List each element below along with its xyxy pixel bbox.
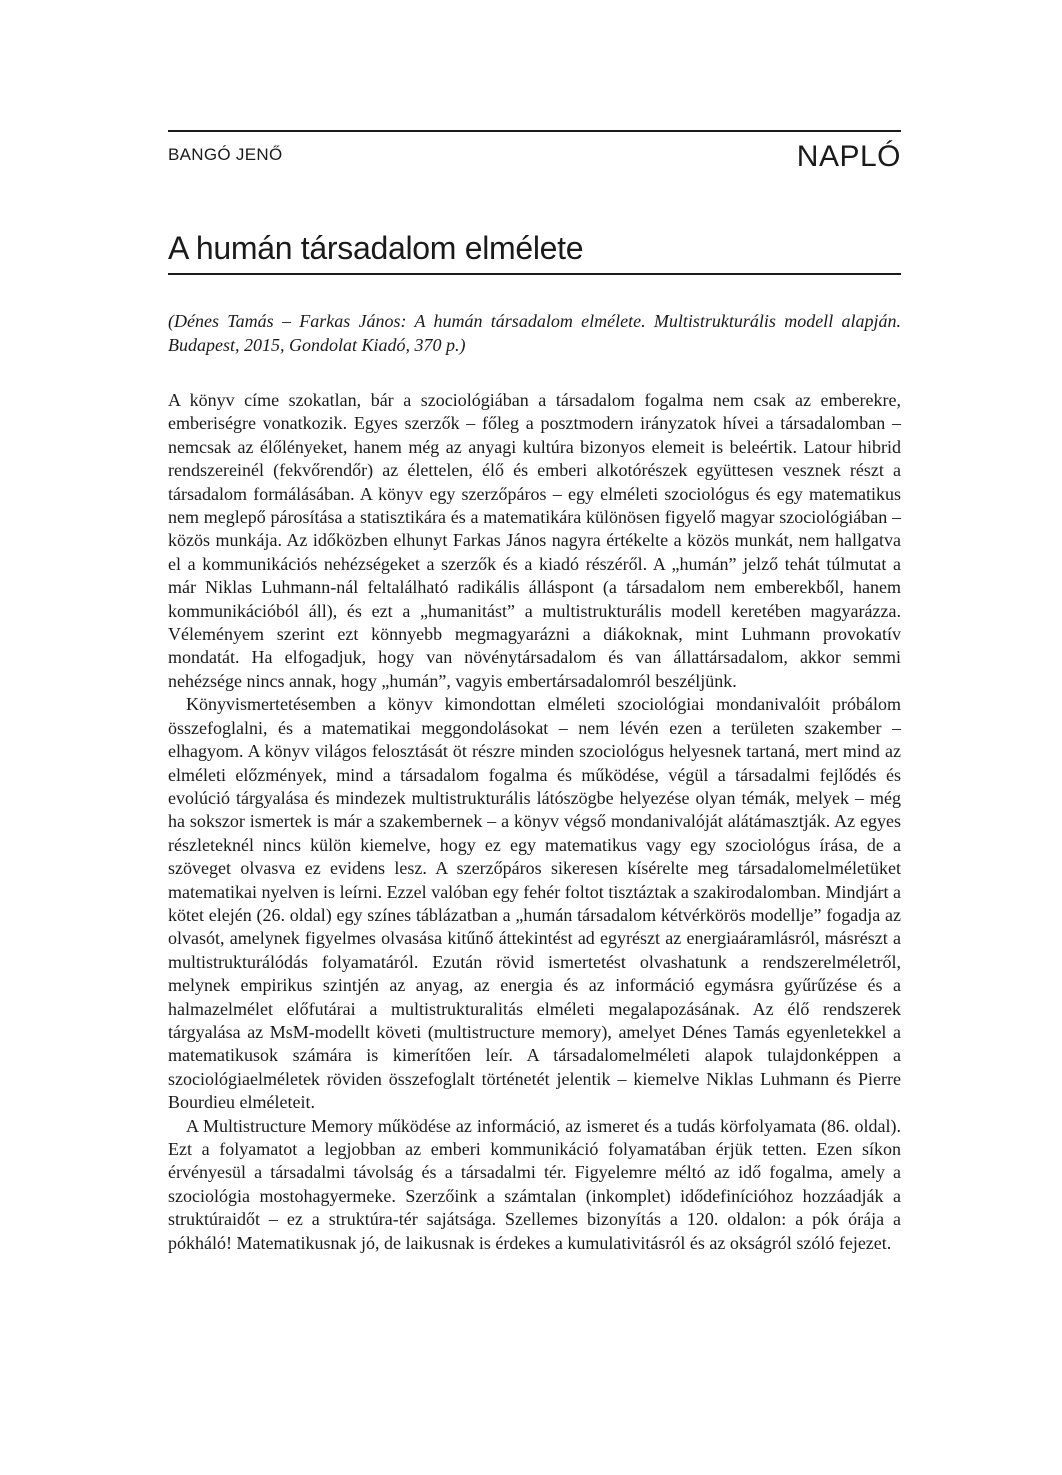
body-paragraph: Könyvismertetésemben a könyv kimondottan elméleti szociológiai mondanivalóit próbálom összefoglalni, és a matematikai meggondolásokat – nem lévén ezen a területen szakember – elhagyom. A könyv világos felosztását öt részre minden szociológus helyesnek tartaná, mert mind az elméleti előzmények, mind a társadalom fogalma és működése, végül a társadalmi fejlődés és evolúció tárgyalása és mindezek multistrukturális látószögbe helyezése olyan témák, melyek – még ha sokszor ismertek is már a szakembernek – a könyv végső mondanivalóját alátámasztják. Az egyes részleteknél nincs külön kiemelve, hogy ez egy matematikus vagy egy szociológus írása, de a szöveget olvasva ez evidens lesz. A szerzőpáros sikeresen kísérelte meg társadalomelméletüket matematikai nyelven is leírni. Ezzel valóban egy fehér foltot tisztáztak a szakirodalomban. Mindjárt a kötet elején (26. oldal) egy színes táblázatban a „humán társadalom kétvérkörös modellje” fogadja az olvasót, amelynek figyelmes olvasása kitűnő áttekintést ad egyrészt az energiaáramlásról, másrészt a multistrukturálódás folyamatáról. Ezután rövid ismertetést olvashatunk a rendszerelméletről, melynek empirikus szintjén az anyag, az energia és az információ egymásra gyűrűzése és a halmazelmélet előfutárai a multistrukturalitás elméleti megalapozásának. Az élő rendszerek tárgyalása az MsM-modellt követi (multistructure memory), amelyet Dénes Tamás egyenletekkel a matematikusok számára is kimerítően leír. A társadalomelméleti alapok tulajdonképpen a szociológiaelméletek röviden összefoglalt történetét jelentik – kiemelve Niklas Luhmann és Pierre Bourdieu elméleteit. bbox=[168, 694, 901, 1113]
book-citation: (Dénes Tamás – Farkas János: A humán társadalom elmélete. Multistrukturális modell alapján. Budapest, 2015, Gondolat Kiadó, 370 p.) bbox=[168, 311, 901, 355]
body-paragraph: A Multistructure Memory működése az információ, az ismeret és a tudás körfolyamata (86. oldal). Ezt a folyamatot a legjobban az emberi kommunikáció folyamatában érjük tetten. Ezen síkon érvényesül a társadalmi távolság és a társadalmi tér. Figyelemre méltó az idő fogalma, amely a szociológia mostohagyermeke. Szerzőink a számtalan (inkomplet) idődefinícióhoz hozzáadják a struktúraidőt – ez a struktúra-tér sajátsága. Szellemes bizonyítás a 120. oldalon: a pók órája a pókháló! Matematikusnak jó, de laikusnak is érdekes a kumulativitásról és az okságról szóló fejezet. bbox=[168, 1115, 901, 1253]
running-header bbox=[168, 132, 901, 180]
article-body bbox=[168, 389, 901, 1255]
article-title: A humán társadalom elmélete bbox=[168, 230, 584, 266]
author-name: BANGÓ JENŐ bbox=[168, 145, 283, 164]
page bbox=[168, 130, 901, 1255]
body-paragraph: A könyv címe szokatlan, bár a szociológiában a társadalom fogalma nem csak az emberekre, emberiségre vonatkozik. Egyes szerzők – főleg a posztmodern irányzatok hívei a társadalomban – nemcsak az élőlényeket, hanem még az anyagi kultúra bizonyos elemeit is beleértik. Latour hibrid rendszereinél (fekvőrendőr) az élettelen, élő és emberi alkotórészek együttesen vesznek részt a társadalom formálásában. A könyv egy szerzőpáros – egy elméleti szociológus és egy matematikus nem meglepő párosítása a statisztikára és a matematikára különösen figyelő magyar szociológiában – közös munkája. Az időközben elhunyt Farkas János nagyra értékelte a közös munkát, nem hallgatva el a kommunikációs nehézségeket a szerzők és a kiadó részéről. A „humán” jelző tehát túlmutat a már Niklas Luhmann-nál feltalálható radikális álláspont (a társadalom nem emberekből, hanem kommunikációból áll), és ezt a „humanitást” a multistrukturális modell keretében magyarázza. Véleményem szerint ezt könnyebb megmagyarázni a diákoknak, mint Luhmann provokatív mondatát. Ha elfogadjuk, hogy van növénytársadalom és van állattársadalom, akkor semmi nehézsége nincs annak, hogy „humán”, vagyis embertársadalomról beszéljünk. bbox=[168, 390, 901, 691]
section-title: NAPLÓ bbox=[796, 140, 901, 173]
title-rule bbox=[168, 273, 901, 275]
